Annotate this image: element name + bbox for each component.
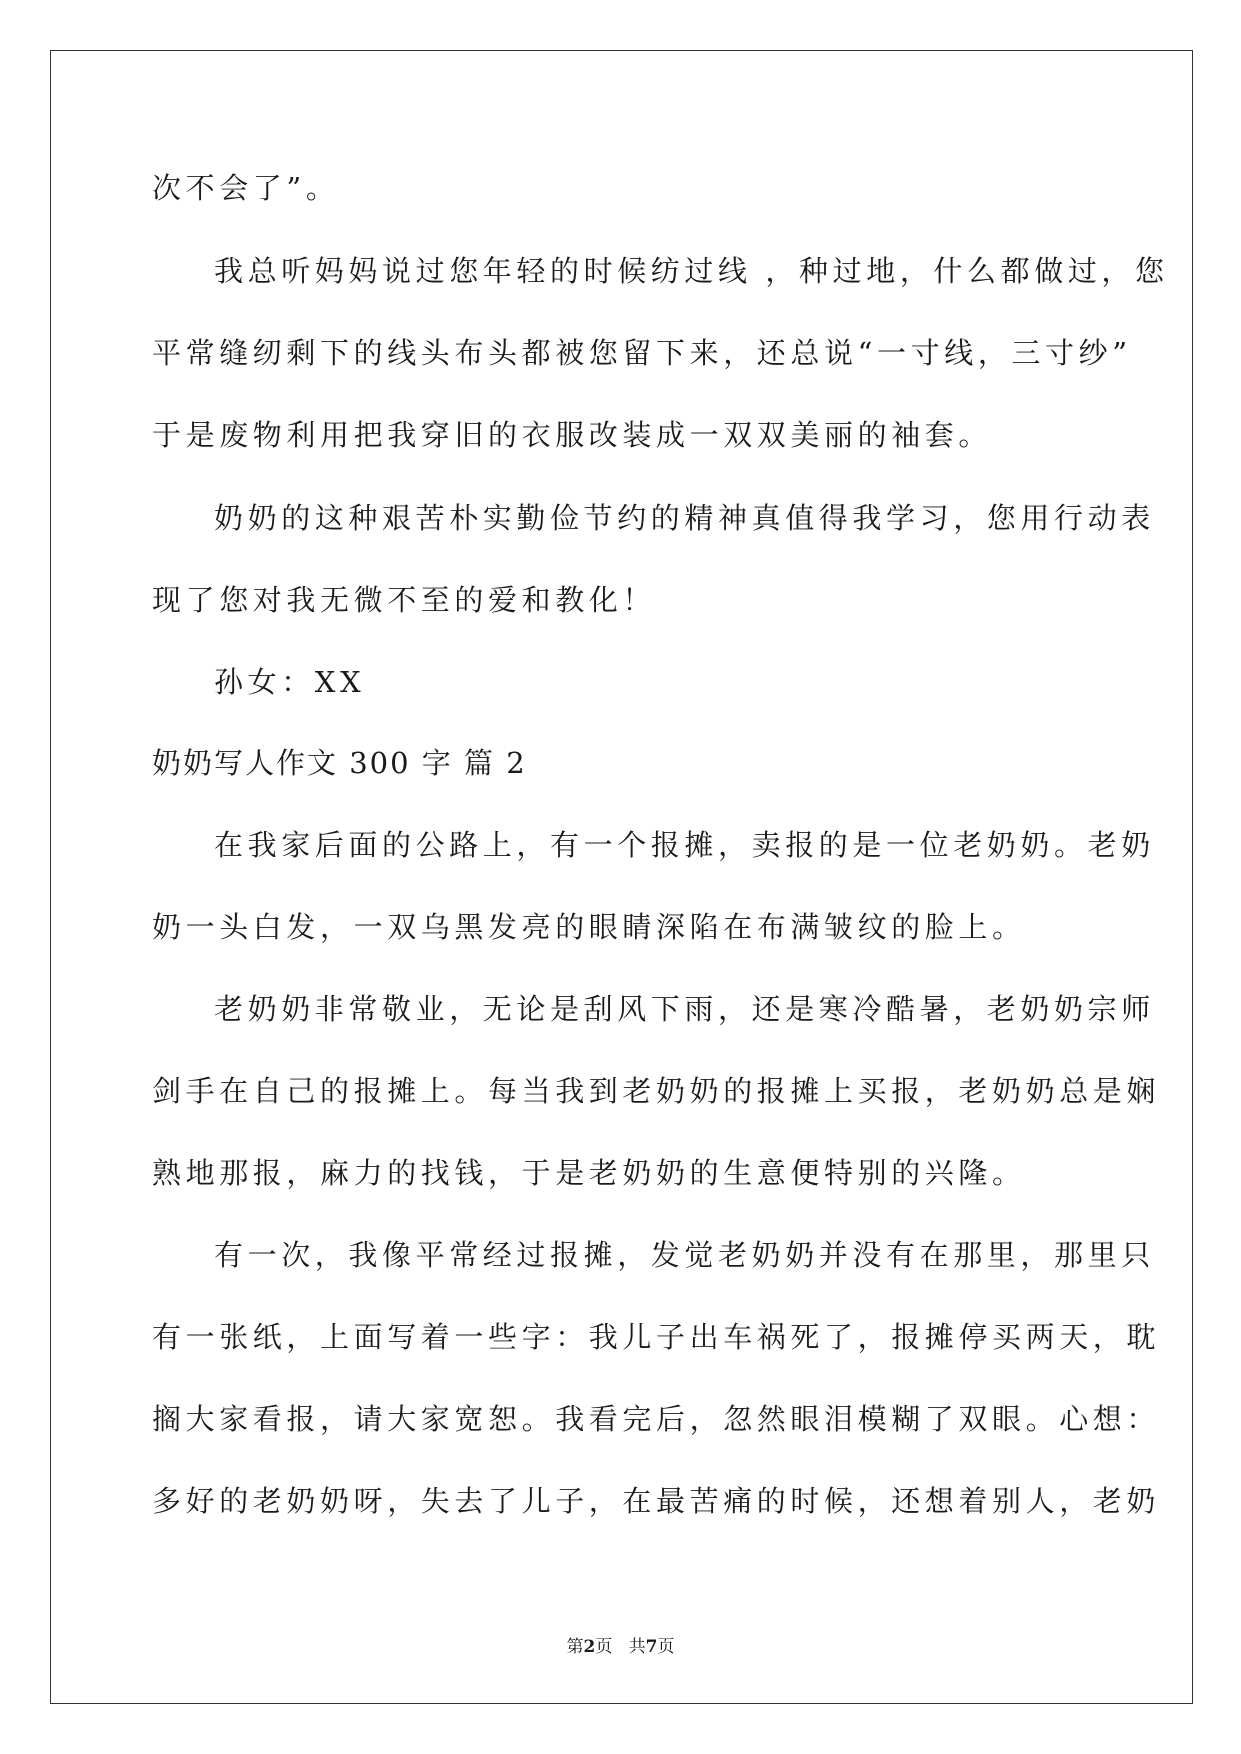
signature-line: 孙女：XX (214, 665, 366, 699)
text-line: 奶一头白发，一双乌黑发亮的眼睛深陷在布满皱纹的脸上。 (152, 910, 1026, 944)
page-label-suffix: 页 (595, 1637, 613, 1657)
page-label-prefix: 第 (566, 1637, 584, 1657)
text-line: 次不会了”。 (152, 171, 340, 205)
text-line: 熟地那报，麻力的找钱，于是老奶奶的生意便特别的兴隆。 (152, 1156, 1026, 1190)
total-label-prefix: 共 (628, 1637, 646, 1657)
text-line: 平常缝纫剩下的线头布头都被您留下来，还总说“一寸线，三寸纱” (152, 336, 1132, 370)
page-number: 2 (583, 1637, 596, 1657)
text-line: 我总听妈妈说过您年轻的时候纺过线 ，种过地，什么都做过，您 (214, 254, 1169, 288)
page-footer (0, 1632, 1241, 1657)
text-line: 于是废物利用把我穿旧的衣服改装成一双双美丽的袖套。 (152, 418, 993, 452)
total-label-suffix: 页 (657, 1637, 675, 1657)
text-line: 老奶奶非常敬业，无论是刮风下雨，还是寒冷酷暑，老奶奶宗师 (214, 992, 1155, 1026)
page-border (50, 50, 1193, 1704)
text-line: 有一次，我像平常经过报摊，发觉老奶奶并没有在那里，那里只 (214, 1238, 1155, 1272)
total-pages: 7 (645, 1637, 658, 1657)
text-line: 在我家后面的公路上，有一个报摊，卖报的是一位老奶奶。老奶 (214, 828, 1155, 862)
text-line: 多好的老奶奶呀，失去了儿子，在最苦痛的时候，还想着别人，老奶 (152, 1484, 1161, 1518)
text-line: 奶奶的这种艰苦朴实勤俭节约的精神真值得我学习，您用行动表 (214, 501, 1155, 535)
text-line: 搁大家看报，请大家宽恕。我看完后，忽然眼泪模糊了双眼。心想： (152, 1402, 1161, 1436)
section-heading: 奶奶写人作文 300 字 篇 2 (152, 746, 527, 780)
text-line: 现了您对我无微不至的爱和教化！ (152, 583, 657, 617)
text-line: 剑手在自己的报摊上。每当我到老奶奶的报摊上买报，老奶奶总是娴 (152, 1074, 1161, 1108)
text-line: 有一张纸，上面写着一些字：我儿子出车祸死了，报摊停买两天，耽 (152, 1320, 1161, 1354)
